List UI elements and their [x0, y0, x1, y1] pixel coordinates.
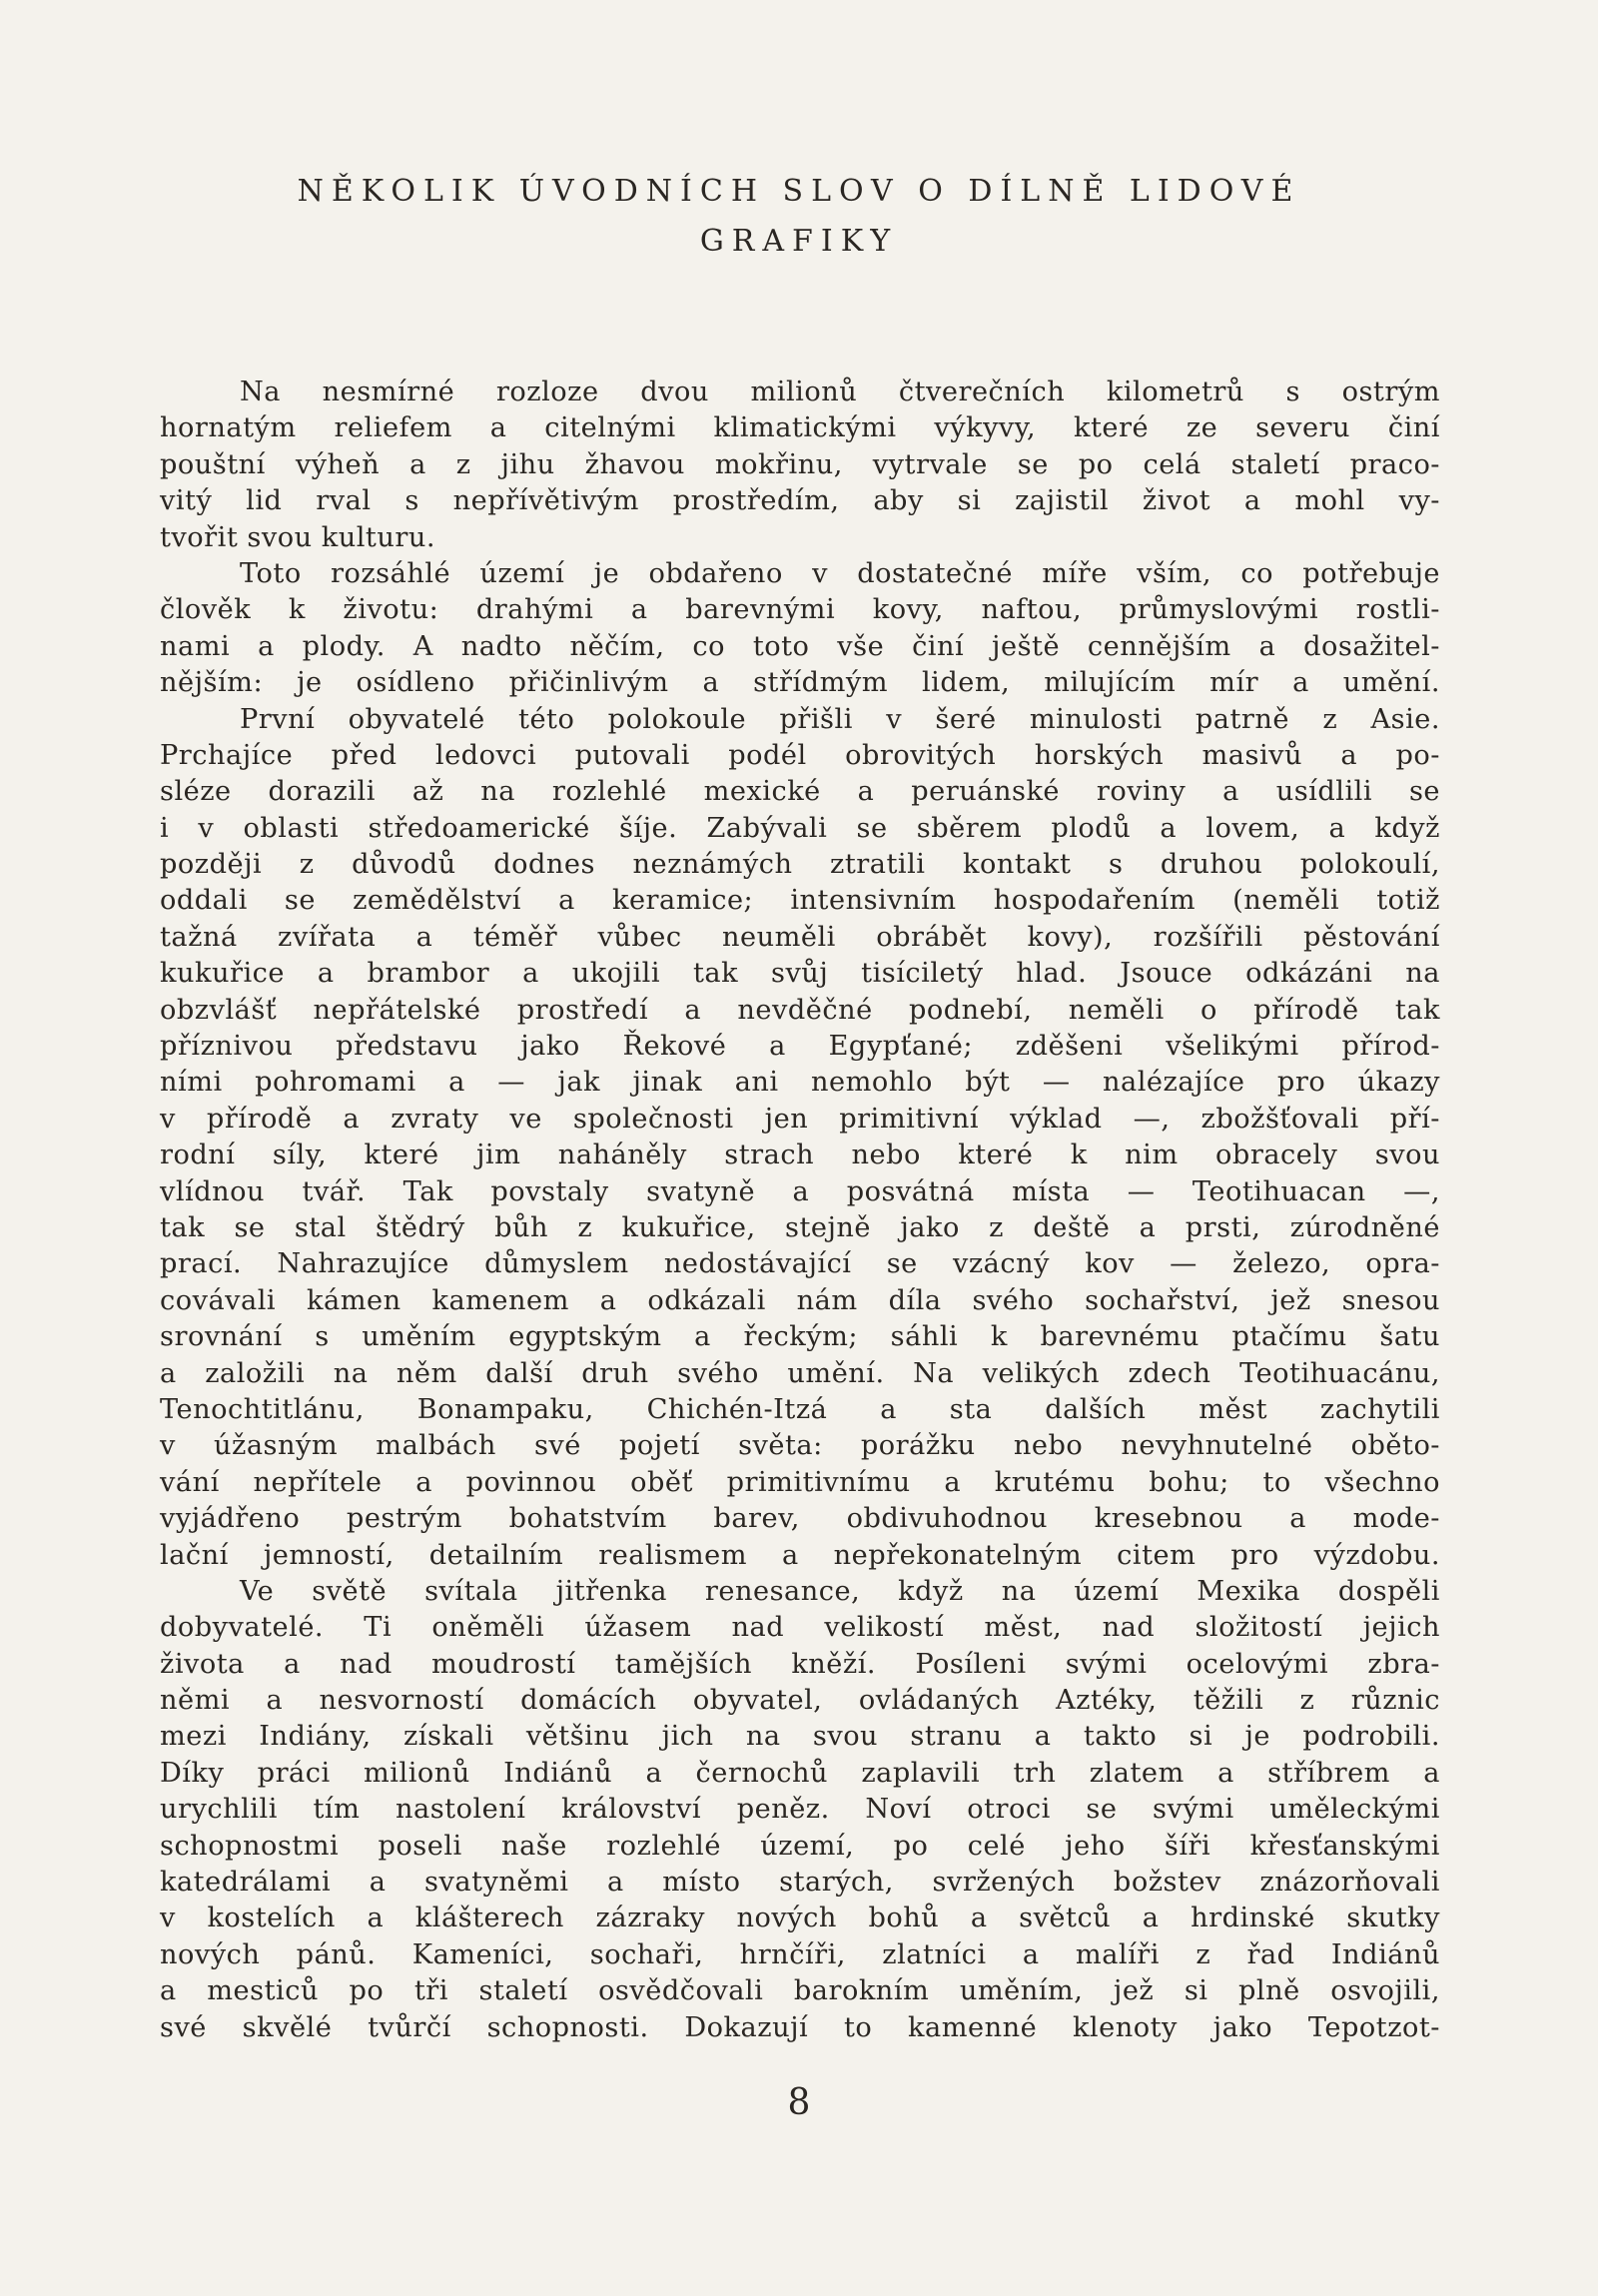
- text-line: schopnostmi poseli naše rozlehlé území, po celé jeho šíři křesťanskými: [160, 1830, 1440, 1862]
- text-line: srovnání s uměním egyptským a řeckým; sáhli k barevnému ptačímu šatu: [160, 1321, 1440, 1353]
- text-line: obzvlášť nepřátelské prostředí a nevděčné podnebí, neměli o přírodě tak: [160, 994, 1440, 1026]
- text-line: prací. Nahrazujíce důmyslem nedostávající se vzácný kov — železo, opra-: [160, 1248, 1440, 1280]
- text-line: rodní síly, které jim naháněly strach nebo které k nim obracely svou: [160, 1140, 1440, 1171]
- text-line: své skvělé tvůrčí schopnosti. Dokazují to kamenné klenoty jako Tepotzot-: [160, 2011, 1440, 2043]
- text-line: a mesticů po tři staletí osvědčovali barokním uměním, jež si plně osvojili,: [160, 1975, 1440, 2007]
- text-line: Tenochtitlánu, Bonampaku, Chichén-Itzá a sta dalších měst zachytili: [160, 1393, 1440, 1425]
- text-line: vlídnou tvář. Tak povstaly svatyně a posvátná místa — Teotihuacan —,: [160, 1175, 1440, 1207]
- text-line: nových pánů. Kameníci, sochaři, hrnčíři, zlatníci a malíři z řad Indiánů: [160, 1938, 1440, 1970]
- text-line: v kostelích a klášterech zázraky nových bohů a světců a hrdinské skutky: [160, 1903, 1440, 1934]
- heading-line-1: NĚKOLIK ÚVODNÍCH SLOV O DÍLNĚ LIDOVÉ: [297, 174, 1301, 210]
- heading-line-2: GRAFIKY: [699, 224, 899, 260]
- text-line: nějším: je osídleno přičinlivým a střídmým lidem, milujícím mír a umění.: [160, 667, 1440, 699]
- text-line: a založili na něm další druh svého umění. Na velikých zdech Teotihuacánu,: [160, 1357, 1440, 1389]
- text-line: covávali kámen kamenem a odkázali nám díla svého sochařství, jež snesou: [160, 1284, 1440, 1316]
- text-line: později z důvodů dodnes neznámých ztratili kontakt s druhou polokoulí,: [160, 849, 1440, 881]
- text-line: němi a nesvorností domácích obyvatel, ovládaných Aztéky, těžili z různic: [160, 1685, 1440, 1717]
- text-line: mezi Indiány, získali většinu jich na svou stranu a takto si je podrobili.: [160, 1721, 1440, 1753]
- text-line: oddali se zemědělství a keramice; intensivním hospodařením (neměli totiž: [160, 885, 1440, 917]
- text-line: kukuřice a brambor a ukojili tak svůj tisíciletý hlad. Jsouce odkázáni na: [160, 958, 1440, 990]
- text-line: vitý lid rval s nepřívětivým prostředím, aby si zajistil život a mohl vy-: [160, 485, 1440, 517]
- text-line: tvořit svou kulturu.: [160, 521, 436, 553]
- text-line: sléze dorazili až na rozlehlé mexické a peruánské roviny a usídlili se: [160, 776, 1440, 808]
- text-line: urychlili tím nastolení království peněz. Noví otroci se svými uměleckými: [160, 1794, 1440, 1826]
- text-line: života a nad moudrostí tamějších kněží. Posíleni svými ocelovými zbra-: [160, 1648, 1440, 1680]
- chapter-heading: [160, 167, 1438, 267]
- text-line: lační jemností, detailním realismem a nepřekonatelným citem pro výzdobu.: [160, 1539, 1440, 1571]
- page-number: 8: [787, 2082, 811, 2123]
- text-line: v přírodě a zvraty ve společnosti jen primitivní výklad —, zbožšťovali pří-: [160, 1103, 1440, 1135]
- text-line: Toto rozsáhlé území je obdařeno v dostatečné míře vším, co potřebuje: [240, 557, 1440, 589]
- text-line: tak se stal štědrý bůh z kukuřice, stejně jako z deště a prsti, zúrodněné: [160, 1211, 1440, 1243]
- text-line: pouštní výheň a z jihu žhavou mokřinu, vytrvale se po celá staletí praco-: [160, 448, 1440, 480]
- text-line: v úžasným malbách své pojetí světa: porážku nebo nevyhnutelné oběto-: [160, 1430, 1440, 1462]
- text-line: hornatým reliefem a citelnými klimatickými výkyvy, které ze severu činí: [160, 412, 1440, 444]
- text-line: i v oblasti středoamerické šíje. Zabývali se sběrem plodů a lovem, a když: [160, 812, 1440, 844]
- text-line: Díky práci milionů Indiánů a černochů zaplavili trh zlatem a stříbrem a: [160, 1757, 1440, 1789]
- text-line: vyjádřeno pestrým bohatstvím barev, obdivuhodnou kresebnou a mode-: [160, 1503, 1440, 1535]
- text-line: katedrálami a svatyněmi a místo starých, svržených božstev znázorňovali: [160, 1867, 1440, 1899]
- text-line: Na nesmírné rozloze dvou milionů čtverečních kilometrů s ostrým: [240, 377, 1440, 407]
- text-line: příznivou představu jako Řekové a Egypťané; zděšeni všelikými přírod-: [160, 1031, 1440, 1063]
- text-line: ními pohromami a — jak jinak ani nemohlo být — nalézajíce pro úkazy: [160, 1067, 1440, 1099]
- body-text: [160, 375, 1440, 2046]
- text-line: První obyvatelé této polokoule přišli v šeré minulosti patrně z Asie.: [240, 703, 1440, 735]
- text-line: tažná zvířata a téměř vůbec neuměli obrábět kovy), rozšířili pěstování: [160, 921, 1440, 953]
- text-line: dobyvatelé. Ti oněměli úžasem nad velikostí měst, nad složitostí jejich: [160, 1612, 1440, 1644]
- text-line: nami a plody. A nadto něčím, co toto vše činí ještě cennějším a dosažitel-: [160, 630, 1440, 662]
- text-line: Ve světě svítala jitřenka renesance, když na území Mexika dospěli: [240, 1575, 1440, 1607]
- text-line: Prchajíce před ledovci putovali podél obrovitých horských masivů a po-: [160, 739, 1440, 771]
- text-line: člověk k životu: drahými a barevnými kovy, naftou, průmyslovými rostli-: [160, 594, 1440, 626]
- text-line: vání nepřítele a povinnou oběť primitivnímu a krutému bohu; to všechno: [160, 1466, 1440, 1498]
